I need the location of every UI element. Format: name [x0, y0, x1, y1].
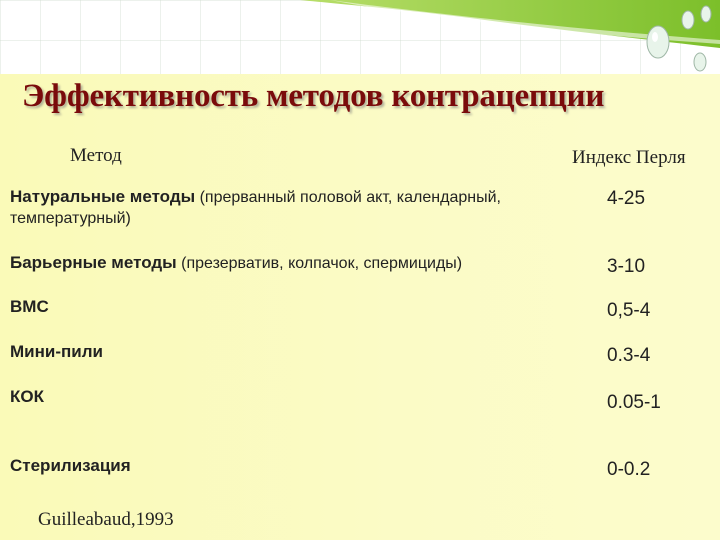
- method-name: Стерилизация: [10, 456, 131, 475]
- method-name: Барьерные методы: [10, 253, 177, 272]
- table-row: [10, 297, 600, 317]
- water-drops-decoration: [610, 0, 720, 80]
- pearl-index-value: 0,5-4: [607, 300, 651, 321]
- table-row: [10, 186, 600, 229]
- citation-source: Guilleabaud,1993: [38, 509, 174, 530]
- method-name: ВМС: [10, 297, 49, 316]
- column-header-method: Метод: [70, 145, 122, 166]
- table-row: [10, 253, 600, 273]
- method-name: Мини-пили: [10, 342, 103, 361]
- table-row: [10, 456, 600, 476]
- method-detail: (презерватив, колпачок, спермициды): [176, 255, 463, 272]
- pearl-index-value: 0-0.2: [607, 459, 651, 480]
- method-name: Натуральные методы: [10, 187, 196, 206]
- slide-title: Эффективность методов контрацепции: [22, 78, 605, 114]
- pearl-index-value: 0.05-1: [607, 392, 661, 413]
- pearl-index-value: 0.3-4: [607, 345, 651, 366]
- pearl-index-value: 4-25: [607, 188, 646, 209]
- method-name: КОК: [10, 387, 44, 406]
- pearl-index-value: 3-10: [607, 256, 646, 277]
- column-header-pearl-index: Индекс Перля: [572, 147, 686, 168]
- method-detail: (прерванный половой акт, календарный, температурный): [10, 189, 501, 227]
- table-row: [10, 387, 600, 407]
- table-row: [10, 342, 600, 362]
